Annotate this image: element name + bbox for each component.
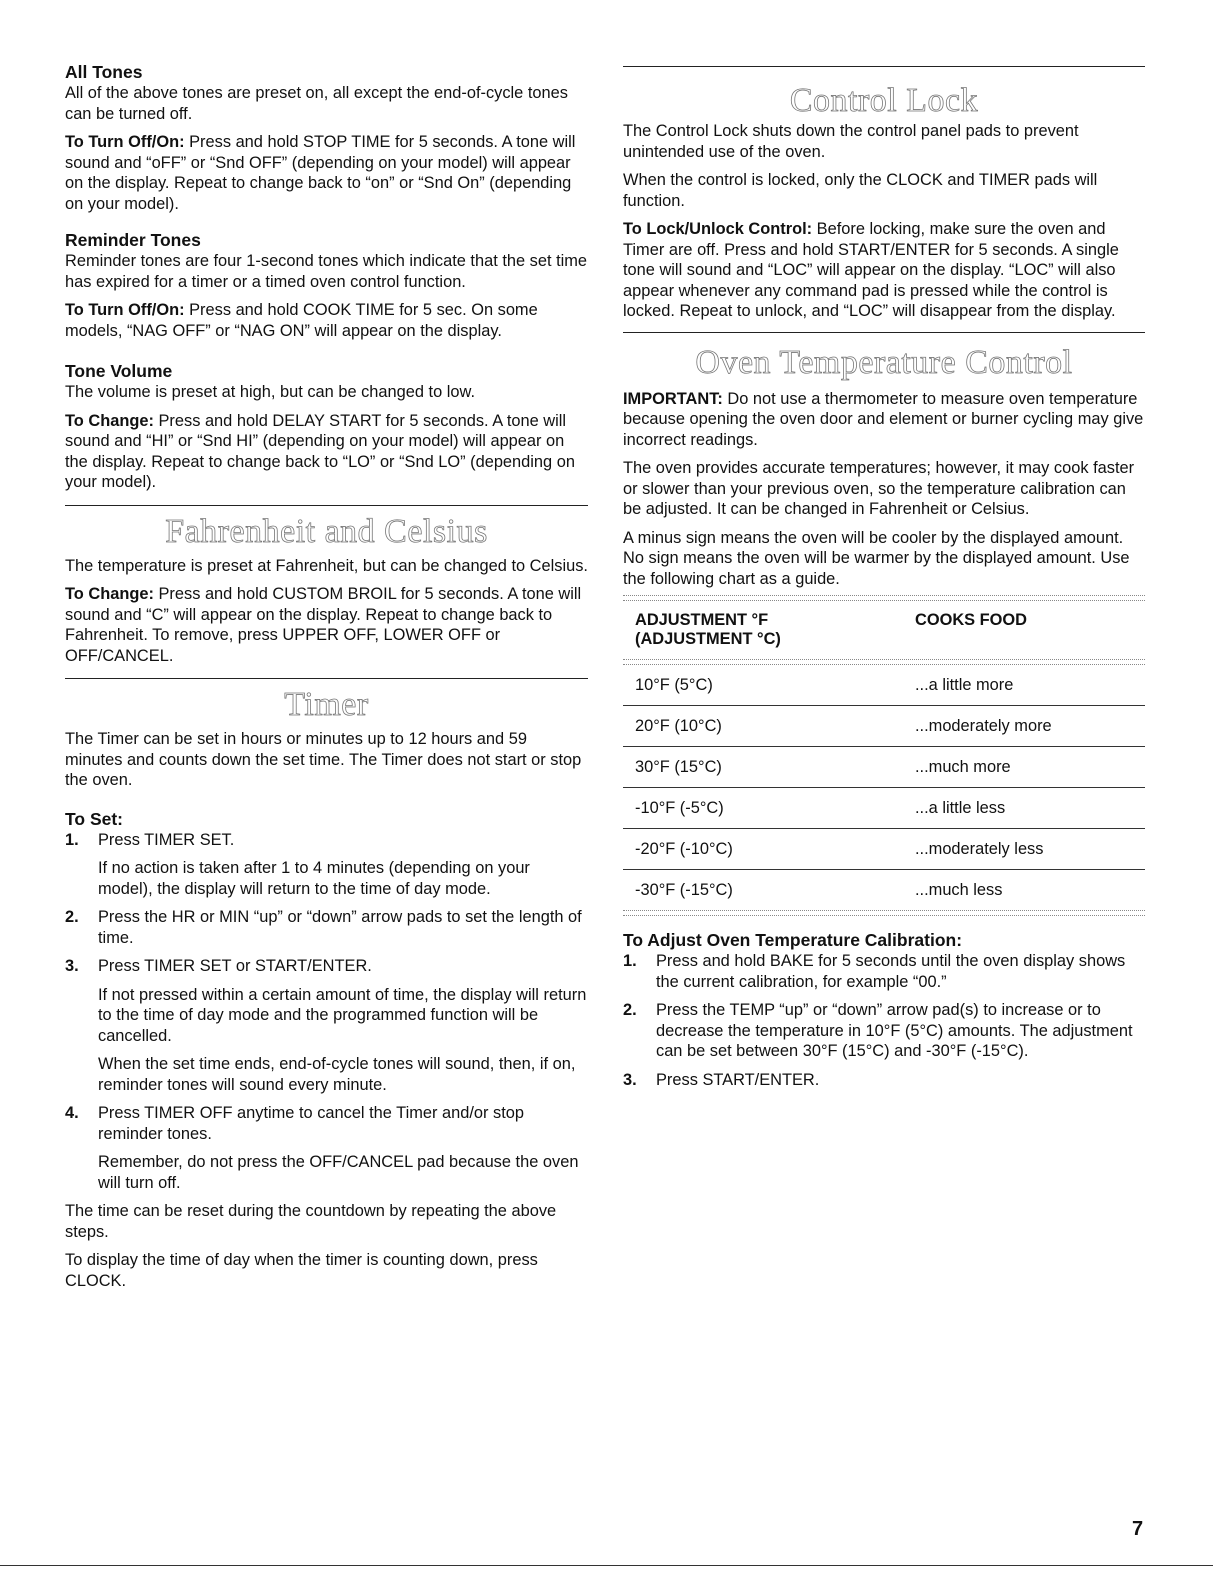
timer-steps (65, 830, 588, 1194)
section-divider (623, 66, 1145, 67)
adjustment-column-header: ADJUSTMENT °F (ADJUSTMENT °C) (635, 611, 781, 648)
left-column (65, 0, 588, 1291)
adjust-calibration-heading: To Adjust Oven Temperature Calibration: (623, 930, 963, 950)
timer-to-set-heading: To Set: (65, 808, 124, 829)
timer-step-note: Remember, do not press the OFF/CANCEL pad because the oven will turn off. (98, 1153, 579, 1192)
table-row: 10°F (5°C) ...a little more (623, 665, 1145, 706)
timer-title: Timer (284, 686, 369, 723)
timer-reset-text: The time can be reset during the countdown by repeating the above steps. (65, 1202, 557, 1241)
oven-temp-title: Oven Temperature Control (695, 343, 1073, 381)
timer-display-text: To display the time of day when the timer is counting down, press CLOCK. (65, 1251, 538, 1290)
section-divider (65, 505, 588, 506)
all-tones-heading: All Tones (65, 62, 143, 82)
page-bottom-rule (0, 1565, 1213, 1566)
calibration-step: 1. Press and hold BAKE for 5 seconds until the oven display shows the current calibration, for example “00.” (623, 952, 1126, 991)
calibration-table (623, 611, 1145, 649)
timer-step-note: If no action is taken after 1 to 4 minutes (depending on your model), the display will return to the time of day mode. (98, 859, 530, 898)
fahrenheit-instructions: To Change: Press and hold CUSTOM BROIL for 5 seconds. A tone will sound and “C” will appear on the display. Repeat to change back to Fahrenheit. To remove, press UPPER OFF, LOWER OFF or OFF/CANCEL. (65, 585, 582, 665)
fahrenheit-intro: The temperature is preset at Fahrenheit, but can be changed to Celsius. (65, 556, 588, 575)
table-row: -20°F (-10°C) ...moderately less (623, 829, 1145, 870)
tone-volume-intro: The volume is preset at high, but can be changed to low. (65, 383, 476, 401)
reminder-tones-instructions: To Turn Off/On: Press and hold COOK TIME for 5 sec. On some models, “NAG OFF” or “NAG ON” will appear on the display. (65, 301, 538, 340)
section-divider (623, 332, 1145, 333)
all-tones-intro: All of the above tones are preset on, all except the end-of-cycle tones can be turned off. (65, 84, 568, 123)
control-lock-p2: When the control is locked, only the CLOCK and TIMER pads will function. (623, 171, 1098, 210)
all-tones-instructions: To Turn Off/On: Press and hold STOP TIME for 5 seconds. A tone will sound and “oFF” or “Snd OFF” (depending on your model) will appear on the display. Repeat to change back to “on” or “Snd On” (depending on your model). (65, 133, 576, 213)
section-divider (65, 678, 588, 679)
control-lock-p1: The Control Lock shuts down the control panel pads to prevent unintended use of the oven. (623, 122, 1079, 161)
reminder-tones-intro: Reminder tones are four 1-second tones which indicate that the set time has expired for a timer or a timed oven control function. (65, 252, 588, 291)
tone-volume-instructions: To Change: Press and hold DELAY START for 5 seconds. A tone will sound and “HI” or “Snd HI” (depending on your model) will appear on the display. Repeat to change back to “LO” or “Snd LO” (depending on your model). (65, 411, 575, 491)
cooks-food-column-header: COOKS FOOD (915, 611, 1028, 629)
right-column (623, 0, 1145, 1090)
timer-step-note: When the set time ends, end-of-cycle tones will sound, then, if on, reminder tones will sound every minute. (98, 1055, 576, 1094)
fahrenheit-celsius-title: Fahrenheit and Celsius (165, 512, 488, 550)
calibration-steps (623, 951, 1145, 1090)
reminder-tones-heading: Reminder Tones (65, 230, 201, 250)
table-row: -10°F (-5°C) ...a little less (623, 788, 1145, 829)
oven-temp-p3: A minus sign means the oven will be cooler by the displayed amount. No sign means the oven will be warmer by the displayed amount. Use the following chart as a guide. (623, 528, 1130, 588)
oven-temp-p2: The oven provides accurate temperatures; however, it may cook faster or slower than your previous oven, so the temperature calibration can be adjusted. It can be changed in Fahrenheit or Celsius. (623, 459, 1135, 518)
tone-volume-heading: Tone Volume (65, 361, 173, 381)
table-row: 30°F (15°C) ...much more (623, 747, 1145, 788)
timer-step: 4. Press TIMER OFF anytime to cancel the Timer and/or stop reminder tones. Remember, do not press the OFF/CANCEL pad because the oven will turn off. (65, 1103, 588, 1193)
table-bottom-border (623, 910, 1145, 916)
timer-intro: The Timer can be set in hours or minutes up to 12 hours and 59 minutes and counts down the set time. The Timer does not start or stop the oven. (65, 730, 582, 789)
table-top-border (623, 595, 1145, 601)
page-number: 7 (1132, 1518, 1144, 1540)
calibration-step: 3. Press START/ENTER. (623, 1070, 820, 1089)
timer-step: 3. Press TIMER SET or START/ENTER. If not pressed within a certain amount of time, the display will return to the time of day mode and the programmed function will be cancelled. When the set time ends, end-of-cycle tones will sound, then, if on, reminder tones will sound every minute. (65, 957, 587, 1094)
oven-temp-important: IMPORTANT: Do not use a thermometer to measure oven temperature because opening the oven door and element or burner cycling may give incorrect readings. (623, 389, 1144, 449)
timer-step: 1. Press TIMER SET. If no action is taken after 1 to 4 minutes (depending on your model), the display will return to the time of day mode. (65, 830, 588, 900)
table-row: -30°F (-15°C) ...much less (635, 880, 1003, 899)
control-lock-title: Control Lock (789, 82, 979, 119)
calibration-table-body (623, 665, 1145, 910)
table-header-row (623, 611, 1145, 649)
calibration-step: 2. Press the TEMP “up” or “down” arrow pad(s) to increase or to decrease the temperature in 10°F (5°C) amounts. The adjustment can be set between 30°F (15°C) and -30°F (-15°C). (623, 1001, 1133, 1060)
timer-step: 2. Press the HR or MIN “up” or “down” arrow pads to set the length of time. (65, 908, 582, 947)
table-row: 20°F (10°C) ...moderately more (623, 706, 1145, 747)
control-lock-instructions: To Lock/Unlock Control: Before locking, make sure the oven and Timer are off. Press and hold START/ENTER for 5 seconds. A single tone will sound and “LOC” will appear on the display. “LOC” will also appear whenever any command pad is pressed while the control is locked. Repeat to unlock, and “LOC” will disappear from the display. (623, 220, 1119, 320)
timer-step-note: If not pressed within a certain amount of time, the display will return to the time of day mode and the programmed function will be cancelled. (98, 985, 587, 1045)
